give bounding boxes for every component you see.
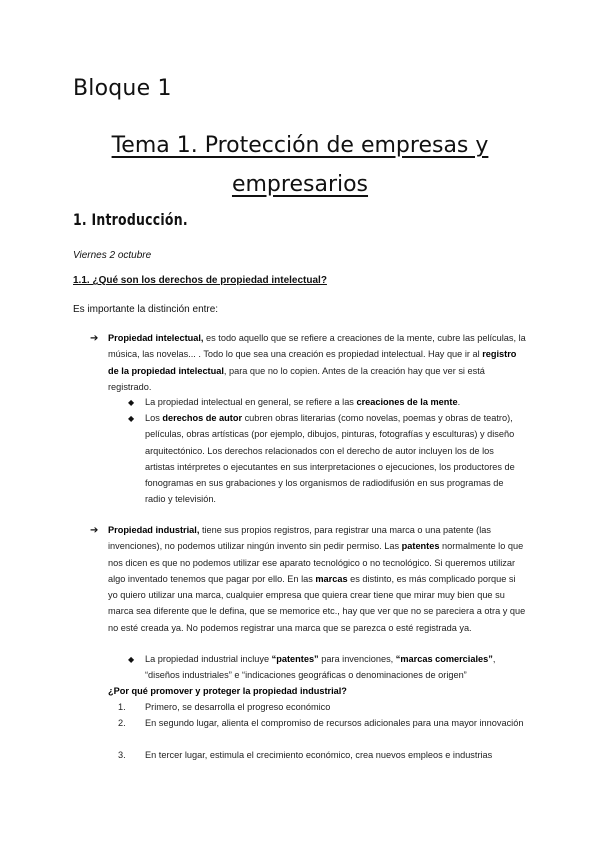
- date-line: Viernes 2 octubre: [73, 250, 152, 261]
- arrow-bullet-icon: ➔: [90, 333, 99, 344]
- term-marcas: marcas: [315, 573, 348, 584]
- intro-text: Es importante la distinción entre:: [73, 304, 219, 315]
- ind-sub-marcas: “marcas comerciales”: [395, 654, 493, 664]
- list-number: 1.: [118, 702, 126, 712]
- bullet-intelectual: [108, 330, 526, 395]
- sub2-term: derechos de autor: [162, 413, 243, 423]
- text-industrial-b: normalmente lo que nos dicen es que no podemos utilizar ese aparato tecnológico o no tecnológico. Si queremos utilizar algo inventado tenemos que pagar por ello. En las: [108, 541, 524, 584]
- sub-bullet-industrial: [145, 651, 525, 684]
- sub1-term: creaciones de la mente: [356, 397, 458, 407]
- title-line-2: empresarios: [231, 172, 369, 197]
- term-intelectual: Propiedad intelectual,: [108, 333, 204, 343]
- title-line-1: Tema 1. Protección de empresas y: [111, 133, 489, 158]
- list-number: 2.: [118, 718, 126, 728]
- arrow-bullet-icon: ➔: [90, 525, 99, 536]
- term-registro: registro de la propiedad intelectual: [108, 349, 517, 376]
- page-title: [0, 126, 600, 204]
- list-item: En tercer lugar, estimula el crecimiento económico, crea nuevos empleos e industrias: [145, 750, 493, 760]
- why-question-text: ¿Por qué promover y proteger la propiedad industrial?: [108, 686, 347, 696]
- sub-bullet-autor: [145, 410, 525, 508]
- text-intelectual-a: es todo aquello que se refiere a creaciones de la mente, cubre las películas, la música, las novelas... . Todo lo que sea una creación es propiedad intelectual. Hay que ir al: [108, 333, 526, 360]
- sub2-text-a: Los: [145, 413, 163, 423]
- diamond-bullet-icon: ◆: [128, 414, 135, 423]
- block-heading: Bloque 1: [73, 76, 172, 101]
- text-intelectual-b: , para que no lo copien. Antes de la creación hay que ver si está registrado.: [108, 365, 485, 392]
- sub2-text-c: cubren obras literarias (como novelas, poemas y obras de teatro), películas, obras artísticas (por ejemplo, dibujos, pinturas, fotografías y esculturas) y diseño arquitectónico. Los derechos relacionados con el derecho de autor incluyen los de los artistas intérpretes o ejecutantes en sus interpretaciones o ejecuciones, los productores de fonogramas en sus grabaciones y los organismos de radiodifusión en sus programas de radio y televisión.: [145, 413, 515, 505]
- ind-sub-patentes: “patentes”: [271, 654, 319, 664]
- sub1-text-a: La propiedad intelectual en general, se refiere a las: [145, 397, 357, 407]
- ind-sub-c: para invenciones,: [318, 654, 396, 664]
- sub-bullet-creaciones: [145, 394, 525, 410]
- section-heading: 1. Introducción.: [73, 210, 188, 229]
- list-item: Primero, se desarrolla el progreso económico: [145, 702, 331, 712]
- subsection-question: 1.1. ¿Qué son los derechos de propiedad intelectual?: [73, 275, 327, 286]
- text-industrial-a: tiene sus propios registros, para registrar una marca o una patente (las invenciones), no podemos utilizar ningún invento sin pedir permiso. Las: [108, 525, 491, 552]
- why-question: [108, 683, 526, 699]
- sub1-text-c: .: [457, 397, 461, 407]
- term-industrial: Propiedad industrial,: [108, 525, 200, 535]
- ind-sub-e: , “diseños industriales” e “indicaciones geográficas o denominaciones de origen”: [145, 654, 496, 681]
- text-industrial-c: es distinto, es más complicado porque si yo quiero utilizar una marca, cualquier empresa que quiera crear tiene que mirar muy bien que su marca sea diferente que le defina, que se memorice etc., hay que ver que no se pareciera a otra y que no esté creada ya. No podemos registrar una marca que se parezca o esté registrada ya.: [108, 573, 526, 633]
- term-patentes: patentes: [401, 541, 440, 552]
- diamond-bullet-icon: ◆: [128, 655, 135, 664]
- diamond-bullet-icon: ◆: [128, 398, 135, 407]
- list-number: 3.: [118, 750, 126, 760]
- list-item: En segundo lugar, alienta el compromiso de recursos adicionales para una mayor innovación: [145, 718, 524, 728]
- ind-sub-a: La propiedad industrial incluye: [145, 654, 272, 664]
- bullet-industrial: [108, 522, 526, 636]
